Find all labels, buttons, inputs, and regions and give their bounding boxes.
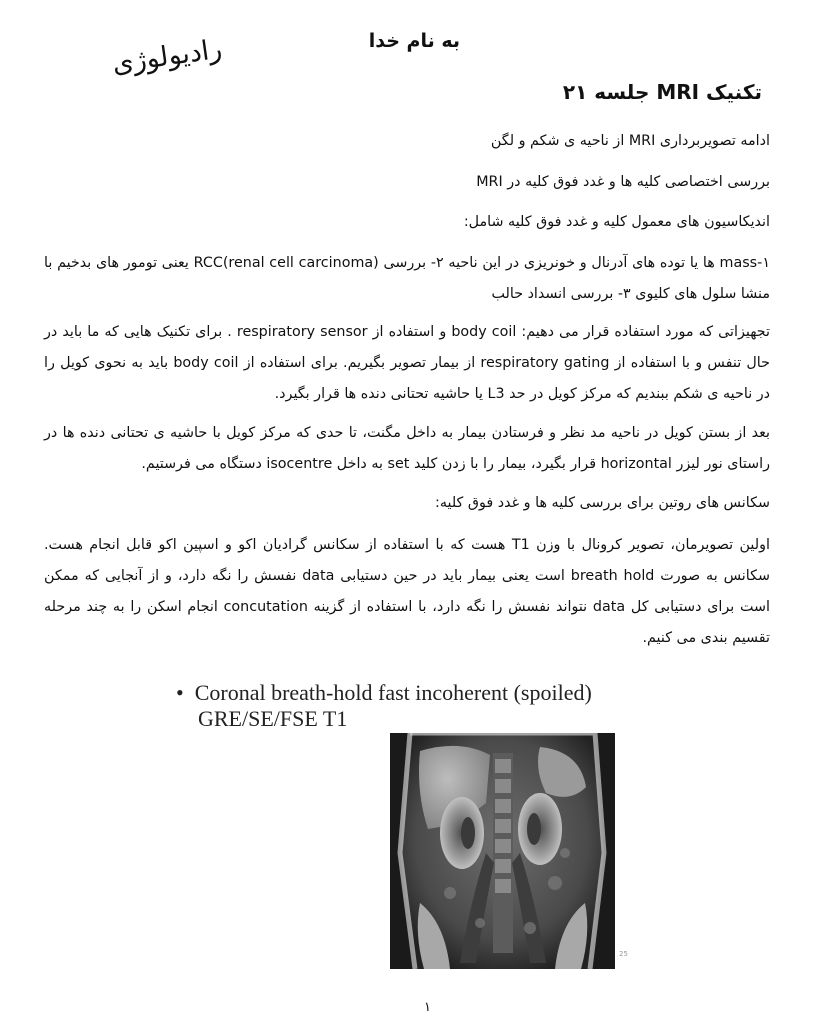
basmala-heading: به نام خدا: [368, 30, 460, 52]
paragraph-text: ۱-mass ها یا توده های آدرنال و خونریزی در این ناحیه ۲- بررسی RCC(renal cell carcinoma) یعنی تومور های بدخیم با منشا سلول های کلیوی ۳- بررسی انسداد حالب: [44, 255, 770, 302]
paragraph-equipment: [44, 317, 770, 410]
paragraph-positioning: [44, 418, 770, 480]
mri-coronal-image: [390, 733, 615, 969]
logo: [108, 15, 229, 100]
bullet-marker: •: [176, 680, 184, 705]
mri-illustration: [390, 733, 615, 969]
paragraph-first-image: [44, 530, 770, 654]
paragraph-text: بررسی اختصاصی کلیه ها و غدد فوق کلیه در MRI: [476, 174, 770, 190]
slide-bullet: [176, 680, 668, 732]
image-watermark: 25: [619, 950, 628, 958]
logo-text: رادیولوژی: [110, 33, 224, 80]
paragraph-indications: [44, 248, 770, 310]
paragraph-text: اولین تصویرمان، تصویر کرونال با وزن T1 هست که با استفاده از سکانس گرادیان اکو و اسپین اکو قابل انجام هست. سکانس به صورت breath hold است یعنی بیمار باید در حین دستیابی data نفسش را نگه دارد، و از آنجایی که ممکن است برای دستیابی کل data نتواند نفسش را نگه دارد، با استفاده از گزینه concutation انجام اسکن را به چند مرحله تقسیم بندی می کنیم.: [44, 537, 771, 646]
paragraph-text: تجهیزاتی که مورد استفاده قرار می دهیم: body coil و استفاده از respiratory sensor . برای تکنیک هایی که ما باید در حال تنفس و با استفاده از respiratory gating از بیمار تصویر بگیریم. برای استفاده از body coil باید به نحوی کویل را در ناحیه ی شکم ببندیم که مرکز کویل در حد L3 یا حاشیه تحتانی دنده ها قرار بگیرد.: [44, 324, 770, 402]
paragraph-text: اندیکاسیون های معمول کلیه و غدد فوق کلیه شامل:: [463, 214, 770, 230]
paragraph-kidney-review: [44, 167, 770, 198]
paragraph-sequences-heading: [44, 488, 770, 519]
paragraph-indications-heading: [44, 207, 770, 238]
paragraph-text: سکانس های روتین برای بررسی کلیه ها و غدد فوق کلیه:: [435, 495, 770, 511]
paragraph-text: بعد از بستن کویل در ناحیه مد نظر و فرستادن بیمار به داخل مگنت، تا حدی که مرکز کویل با حاشیه ی تحتانی دنده ها در راستای نور لیزر horizontal قرار بگیرد، بیمار را با زدن کلید set به داخل isocentre دستگاه می فرستیم.: [44, 425, 770, 472]
page-number: ۱: [424, 1000, 431, 1015]
bullet-text: Coronal breath-hold fast incoherent (spoiled) GRE/SE/FSE T1: [194, 680, 592, 731]
paragraph-text: ادامه تصویربرداری MRI از ناحیه ی شکم و لگن: [490, 133, 770, 149]
paragraph-intro: [44, 126, 770, 157]
page-title: تکنیک MRI جلسه ۲۱: [562, 80, 762, 104]
